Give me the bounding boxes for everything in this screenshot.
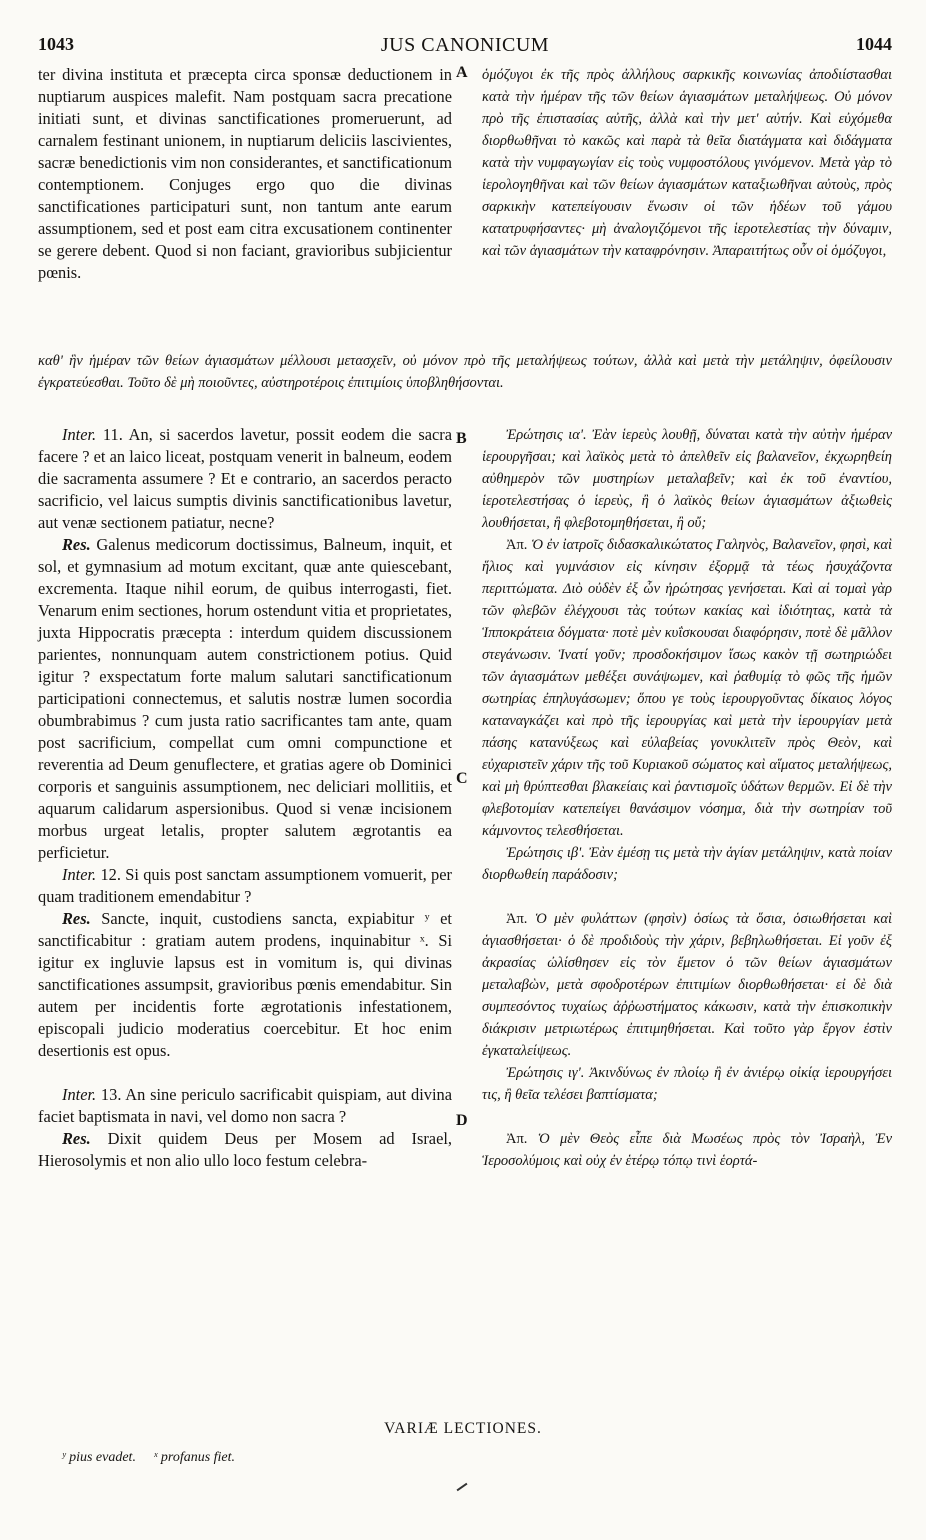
stray-mark: [457, 1483, 468, 1492]
variae-lectiones-notes: [62, 1450, 249, 1466]
response-label: Res.: [62, 909, 91, 928]
greek-continuation: [38, 350, 892, 394]
question-label: Ἐρώτησις ια'.: [506, 427, 587, 443]
greek-question-11: Ἐρώτησις ια'. Ἐὰν ἱερεὺς λουθῇ, δύναται κατὰ τὴν αὐτὴν ἡμέραν ἱερουργῆσαι; καὶ λαϊκὸς μετὰ τὸ ἀπελθεῖν εἰς βαλανεῖον, ἐκχωρηθείη αὐθημερὸν τῶν μυστηρίων μεταλαβεῖν; καὶ ἐκ τοῦ ἐναντίου, ἱεροτελεστήσας ὁ ἱερεὺς, ἢ ὁ λαϊκὸς θείων ἁγιασμάτων ἀξιωθεὶς λουθήσεται, ἢ φλεβοτομηθήσεται, ἢ οὔ;: [482, 427, 893, 531]
response-label: Ἀπ.: [506, 537, 528, 553]
latin-question-13: Inter. 13. An sine periculo sacrificabit quispiam, aut divina faciet baptismata in navi, vel domo non sacra ?: [38, 1085, 452, 1126]
section-marker-a: A: [456, 64, 468, 81]
latin-response-11: Res. Galenus medicorum doctissimus, Balneum, inquit, et sol, et gymnasium ad motum excitant, quæ ante quiescebant, excrementa. Itaque nihil eorum, de quibus interrogasti, fiet. Venarum enim sectiones, horum ostendunt vitia et proprietates, juxta Hippocratis præcepta : interdum quidem discussionem parientes, nonnunquam autem constrictionem potius. Quid igitur ? exspectatum forte malum salutari sanctificationum participationi connectemus, et salutis nostræ lumen socordia obumbrabimus ? cum justa ratio sacrificantes tam ante, quam post sacrificium, compellat cum omni compunctione et reverentia ad Deum genuflectere, et gratias agere ob Dominici corporis et sanguinis assumptionem, nec deliciari mollitiis, et aquarum calidarum aspersionibus. Quod si venæ incisionem morbus urgeat letalis, propter salutem ægrotantis ea perficietur.: [38, 535, 452, 862]
variant-note-x: ˣ profanus fiet.: [153, 1450, 236, 1465]
latin-question-12: Inter. 12. Si quis post sanctam assumptionem vomuerit, per quam traditionem emendabitur ?: [38, 865, 452, 906]
greek-continuation-text: καθ' ἣν ἡμέραν τῶν θείων ἁγιασμάτων μέλλουσι μετασχεῖν, οὐ μόνον πρὸ τῆς μεταλήψεως τούτων, ἀλλὰ καὶ μετὰ τὴν μετάληψιν, ὀφείλουσιν ἐγκρατεύεσθαι. Τοῦτο δὲ μὴ ποιοῦντες, αὐστηροτέροις ἐπιτιμίοις ὑποβληθήσονται.: [38, 353, 892, 391]
greek-question-12: Ἐρώτησις ιβ'. Ἐὰν ἐμέσῃ τις μετὰ τὴν ἁγίαν μετάληψιν, κατὰ ποίαν διορθωθείη παράδοσιν;: [482, 845, 893, 883]
greek-response-12: Ἀπ. Ὁ μὲν φυλάττων (φησὶν) ὁσίως τὰ ὅσια, ὁσιωθήσεται καὶ ἁγιασθήσεται· ὁ δὲ προδιδοὺς τὴν χάριν, βεβηλωθήσεται. Εἰ γοῦν ἐξ ἀκρασίας ὠλίσθησεν εἰς τὸν ἔμετον ὁ τῶν θείων ἁγιασμάτων μεταλαβὼν, μετὰ σφοδροτέρων ἐπιτιμίων διορθωθήσεται· εἰ δὲ διὰ συμπεσόντος τυχαίως ἀῤῥωστήματος κάκωσιν, κατὰ τὴν ἐπισκοπικὴν διάκρισιν μετριωτέρως ἐπιτιμηθήσεται. Καὶ τοῦτο γὰρ ἔργον ἐστὶν ἐγκαταλείψεως.: [482, 911, 893, 1059]
latin-question-11: Inter. 11. An, si sacerdos lavetur, possit eodem die sacra facere ? et an laico liceat, postquam venerit in balneum, eodem die sacramenta assumere ? Et e contrario, an sacerdos peracto sacrificio, vel laicus sumptis divinis sanctificationibus lavetur, aut venæ sectionem patiatur, necne?: [38, 425, 452, 532]
greek-response-11: Ἀπ. Ὁ ἐν ἰατροῖς διδασκαλικώτατος Γαληνὸς, Βαλανεῖον, φησὶ, καὶ ἥλιος καὶ γυμνάσιον εἰς κίνησιν ἐξορμᾷ τὰ τέως ἡσυχάζοντα περιττώματα. Διὸ οὐδὲν ἐξ ὧν ἠρώτησας γενήσεται. Καὶ αἱ τομαὶ γὰρ τῶν φλεβῶν ἐλέγχουσι τὰς τούτων κακίας καὶ ἰδιότητας, κατὰ τὰ Ἱπποκράτεια δόγματα· ποτὲ μὲν κυΐσκουσαι διαφόρησιν, ποτὲ δὲ μᾶλλον στεγάνωσιν. Ἱνατί γοῦν; προσδοκήσιμον ἴσως κακὸν τῇ σωτηριώδει τῶν ἁγιασμάτων μεθέξει συνάψωμεν, καὶ ῥαθυμίᾳ τὸ φῶς τῆς ἡμῶν σωτηρίας ἐπηλυγάσωμεν; ὅπου γε τοὺς ἱερουργοῦντας δίκαιος λόγος καταναγκάζει καὶ πρὸ τῆς ἱερουργίας καὶ μετὰ τὴν ἱερουργίαν μετὰ πάσης κατανύξεως καὶ εὐλαβείας γονυκλιτεῖν πρὸς Θεὸν, καὶ εὐχαριστεῖν χάριν τῆς τοῦ Κυριακοῦ σώματος καὶ αἵματος μεταλήψεως, καὶ μὴ θρύπτεσθαι βλακείαις καὶ ῥαντισμοῖς ὑδάτων θερμῶν. Εἰ δὲ τὴν φλεβοτομίαν κατεπείγει θανάσιμον νόσημα, διὰ τὴν σωτηρίαν τοῦ κάμνοντος τελεσθήσεται.: [482, 537, 892, 839]
running-title: JUS CANONICUM: [380, 34, 550, 56]
question-label: Ἐρώτησις ιγ'.: [506, 1065, 585, 1081]
latin-response-12: Res. Sancte, inquit, custodiens sancta, expiabitur ʸ et sanctificabitur : gratiam autem prodens, inquinabitur ˣ. Si igitur ex ingluvie lapsus est in vomitum is, qui divinas sanctificationes assumpsit, gravioribus pœnis emendabitur. Sin autem per incidentis forte ægrotationis infestationem, episcopali judicio moderatius coercebitur. Et hoc enim desertionis est opus.: [38, 909, 452, 1060]
greek-response-13: Ἀπ. Ὁ μὲν Θεὸς εἶπε διὰ Μωσέως πρὸς τὸν Ἰσραὴλ, Ἐν Ἱεροσολύμοις καὶ οὐχ ἐν ἑτέρῳ τόπῳ τινὶ ἑορτά-: [482, 1131, 893, 1169]
question-label: Ἐρώτησις ιβ'.: [506, 845, 585, 861]
latin-paragraph: ter divina instituta et præcepta circa sponsæ deductionem in nuptiarum auspices malefit. Nam postquam sacra precatione initiati sunt, et divinas sanctificationes promeruerunt, ad carnalem festinant unionem, in nuptiarum deliciis lascivientes, sacræ benedictionis vim non considerantes, et sanctificationum contemptionem. Conjuges ergo quo die divinas sanctificationes participaturi sunt, non tantum ante earum assumptionem, sed et post eam citra excusationem continenter se gerere debent. Quod si non faciant, gravioribus subjicientur pœnis.: [38, 65, 452, 282]
page-number-right: 1044: [856, 34, 892, 54]
greek-column-main: [482, 424, 892, 1172]
variae-lectiones-title: VARIÆ LECTIONES.: [384, 1420, 542, 1437]
page-header: [38, 34, 892, 60]
page-number-left: 1043: [38, 34, 74, 54]
question-label: Inter.: [62, 425, 97, 444]
section-marker-c: C: [456, 770, 468, 787]
response-label: Res.: [62, 535, 91, 554]
latin-column-main: [38, 424, 452, 1172]
section-marker-b: B: [456, 430, 467, 447]
greek-column-top: [482, 64, 892, 262]
response-label: Res.: [62, 1129, 91, 1148]
variant-note-y: ʸ pius evadet.: [62, 1450, 136, 1465]
greek-paragraph: ὁμόζυγοι ἐκ τῆς πρὸς ἀλλήλους σαρκικῆς κοινωνίας ἀποδιίστασθαι κατὰ τὴν ἡμέραν τῆς τῶν θείων ἁγιασμάτων μεταλήψεως. Οὐ μόνον πρὸ τῆς ἐπιστασίας αὐτῆς, ἀλλὰ καὶ τὴν μετ' αὐτήν. Καὶ εὐχόμεθα διορθωθῆναι τὸ κακῶς καὶ παρὰ τὰ θεῖα διατάγματα καὶ διδάγματα κατὰ τὴν νυμφαγωγίαν εἰς τοὺς νυμφοστόλους γινόμενον. Μετὰ γὰρ τὸ ἱερολογηθῆναι καὶ τῶν θείων ἁγιασμάτων καταξιωθῆναι αὐτοὺς, πρὸς σαρκικὴν κατεπείγουσιν ἕνωσιν οἱ τῶν ἡδέων τοῦ γάμου κατατρυφήσαντες· μὴ ἀναλογιζόμενοι τῆς ἱεροτελεστίας τὴν δύναμιν, καὶ τῶν ἁγιασμάτων τὴν καταφρόνησιν. Ἀπαραιτήτως οὖν οἱ ὁμόζυγοι,: [482, 67, 892, 259]
question-label: Inter.: [62, 865, 97, 884]
question-label: Inter.: [62, 1085, 97, 1104]
greek-question-13: Ἐρώτησις ιγ'. Ἀκινδύνως ἐν πλοίῳ ἢ ἐν ἀνιέρῳ οἰκίᾳ ἱερουργήσει τις, ἢ θεῖα τελέσει βαπτίσματα;: [482, 1065, 892, 1103]
section-marker-d: D: [456, 1112, 468, 1129]
latin-column-top: [38, 64, 452, 284]
response-label: Ἀπ.: [506, 911, 528, 927]
response-label: Ἀπ.: [506, 1131, 528, 1147]
latin-response-13: Res. Dixit quidem Deus per Mosem ad Israel, Hierosolymis et non alio ullo loco festum celebra-: [38, 1129, 452, 1170]
